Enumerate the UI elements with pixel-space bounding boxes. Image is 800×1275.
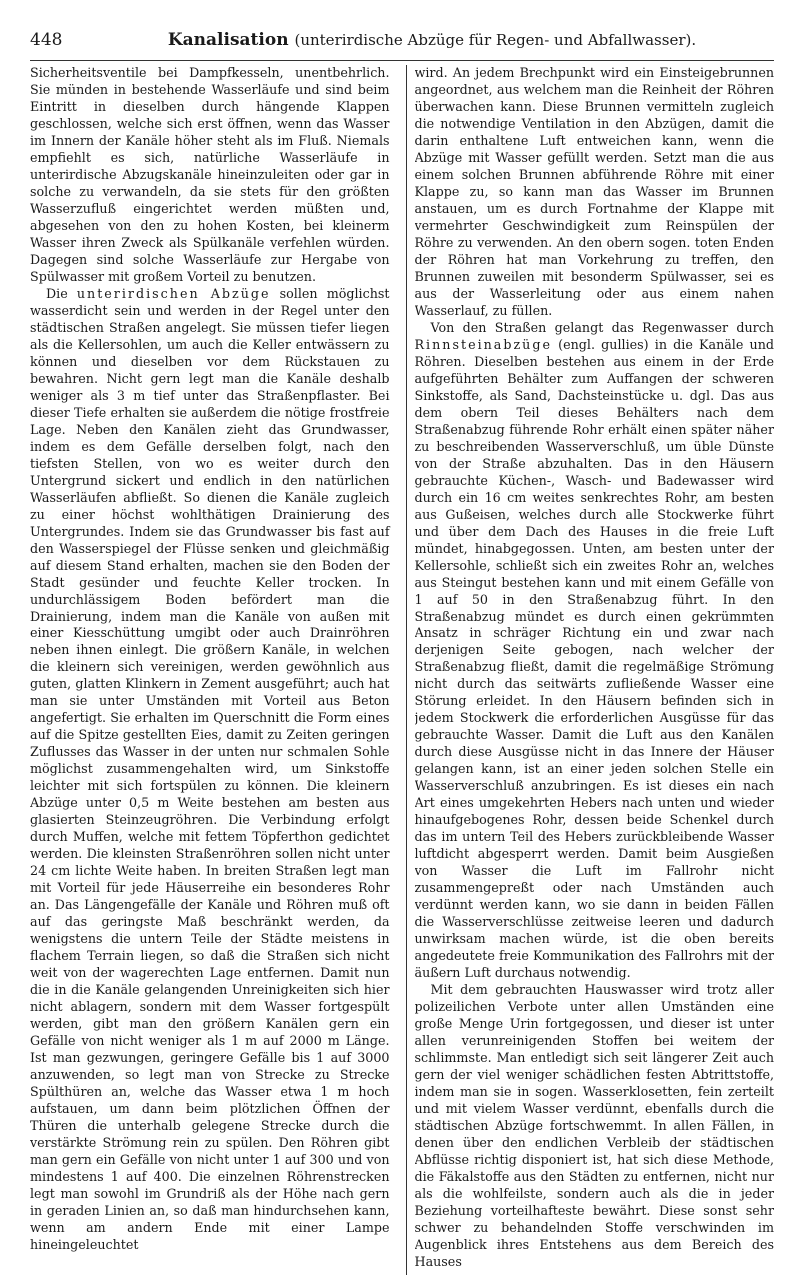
paragraph: Mit dem gebrauchten Hauswasser wird trotz aller polizeilichen Verbote unter allen Umständen eine große Menge Urin fortgegossen, und dieser ist unter allen verunreinigenden Stoffen bei weitem der schlimmste. Man entledigt sich seit längerer Zeit auch gern der viel weniger schädlichen festen Abtrittstoffe, indem man sie in sogen. Wasserklosetten, fein zerteilt und mit vielem Wasser verdünnt, ebenfalls durch die städtischen Abzüge fortschwemmt. In allen Fällen, in denen über den endlichen Verbleib der städtischen Abflüsse richtig disponiert ist, hat sich diese Methode, die Fäkalstoffe aus den Städten zu entfernen, nicht nur als die wohlfeilste, sondern auch als die in jeder Beziehung vorteilhafteste bewährt. Diese sonst sehr schwer zu behandelnden Stoffe verschwinden im Augenblick ihres Entstehens aus dem Bereich des Hauses (414, 982, 774, 1269)
left-column (30, 65, 398, 1275)
paragraph-lead: Die (46, 285, 68, 301)
paragraph (30, 286, 390, 1254)
running-head (90, 30, 774, 50)
page-header (30, 30, 774, 61)
running-subtitle: (unterirdische Abzüge für Regen- und Abfallwasser). (294, 31, 697, 49)
paragraph (415, 320, 775, 982)
spaced-term: unterirdischen Abzüge (76, 285, 271, 301)
paragraph: wird. An jedem Brechpunkt wird ein Einsteigebrunnen angeordnet, aus welchem man die Reinheit der Röhren überwachen kann. Diese Brunnen vermitteln zugleich die notwendige Ventilation in den Abzügen, damit die darin enthaltene Luft entweichen kann, wenn die Abzüge mit Wasser gefüllt werden. Setzt man die aus einem solchen Brunnen abführende Röhre mit einer Klappe zu, so kann man das Wasser im Brunnen anstauen, um es durch Fortnahme der Klappe mit vermehrter Geschwindigkeit zum Reinspülen der Röhre zu verwenden. An den obern sogen. toten Enden der Röhren hat man Vorkehrung zu treffen, den Brunnen zuweilen mit besonderm Spülwasser, sei es aus der Wasserleitung oder aus einem nahen Wasserlauf, zu füllen. (414, 65, 774, 318)
text-columns (30, 65, 774, 1275)
paragraph-text: (engl. gullies) in die Kanäle und Röhren. Dieselben bestehen aus einem in der Erde aufgeführten Behälter zum Auffangen der schweren Sinkstoffe, als Sand, Dachsteinstücke u. dgl. Das aus dem obern Teil dieses Behälters nach dem Straßenabzug führende Rohr erhält einen später näher zu beschreibenden Wasserverschluß, um üble Dünste von der Straße abzuhalten. Das in den Häusern gebrauchte Küchen-, Wasch- und Badewasser wird durch ein 16 cm weites senkrechtes Rohr, am besten aus Gußeisen, welches durch alle Stockwerke führt und über dem Dach des Hauses in die freie Luft mündet, hinabgegossen. Unten, am besten unter der Kellersohle, schließt sich ein zweites Rohr an, welches aus Steingut bestehen kann und mit einem Gefälle von 1 auf 50 in den Straßenabzug führt. In den Straßenabzug mündet es durch einen gekrümmten Ansatz in schräger Richtung ein und zwar nach derjenigen Seite gebogen, nach welcher der Straßenabzug fließt, damit die regelmäßige Strömung nicht durch das seitwärts zufließende Wasser eine Störung erleidet. In den Häusern befinden sich in jedem Stockwerk die erforderlichen Ausgüsse für das gebrauchte Wasser. Damit die Luft aus den Kanälen durch diese Ausgüsse nicht in das Innere der Häuser gelangen kann, ist an einer jeden solchen Stelle ein Wasserverschluß anzubringen. Es ist dieses ein nach Art eines umgekehrten Hebers nach unten und wieder hinaufgebogenes Rohr, dessen beide Schenkel durch das im untern Teil des Hebers zurückbleibende Wasser luftdicht abgesperrt werden. Damit beim Ausgießen von Wasser die Luft im Fallrohr nicht zusammengepreßt oder nach Umständen auch verdünnt werden kann, wo sie dann in beiden Fällen die Wasserverschlüsse zeitweise leeren und dadurch unwirksam machen würde, ist die oben bereits angedeutete freie Kommunikation des Fallrohrs mit der äußern Luft durchaus notwendig. (414, 336, 774, 981)
paragraph-lead: Von den Straßen gelangt das Regenwasser durch (430, 319, 774, 335)
right-column (415, 65, 775, 1275)
paragraph: Sicherheitsventile bei Dampfkesseln, unentbehrlich. Sie münden in bestehende Wasserläufe und sind beim Eintritt in dieselben durch hängende Klappen geschlossen, welche sich erst öffnen, wenn das Wasser im Innern der Kanäle höher steht als im Fluß. Niemals empfiehlt es sich, natürliche Wasserläufe in unterirdische Abzugskanäle hineinzuleiten oder gar in solche zu verwandeln, da sie stets für den größten Wasserzufluß eingerichtet werden müßten und, abgesehen von den zu hohen Kosten, bei kleinerm Wasser ihren Zweck als Spülkanäle verfehlen würden. Dagegen sind solche Wasserläufe zur Hergabe von Spülwasser mit großem Vorteil zu benutzen. (30, 65, 390, 284)
running-title: Kanalisation (167, 30, 289, 50)
spaced-term: Rinnsteinabzüge (414, 336, 552, 352)
page-number: 448 (30, 30, 63, 50)
paragraph-text: sollen möglichst wasserdicht sein und werden in der Regel unter den städtischen Straßen angelegt. Sie müssen tiefer liegen als die Kellersohlen, um auch die Keller entwässern zu können und dieselben vor dem Rückstauen zu bewahren. Nicht gern legt man die Kanäle deshalb weniger als 3 m tief unter das Straßenpflaster. Bei dieser Tiefe erhalten sie außerdem die nötige frostfreie Lage. Neben den Kanälen zieht das Grundwasser, indem es dem Gefälle derselben folgt, nach den tiefsten Stellen, von wo es weiter durch den Untergrund sickert und endlich in den natürlichen Wasserläufen abfließt. So dienen die Kanäle zugleich zu einer höchst wohlthätigen Drainierung des Untergrundes. Indem sie das Grundwasser bis fast auf den Wasserspiegel der Flüsse senken und gleichmäßig auf diesem Stand erhalten, machen sie den Boden der Stadt gesünder und feuchte Keller trocken. In undurchlässigem Boden befördert man die Drainierung, indem man die Kanäle von außen mit einer Kiesschüttung umgibt oder auch Drainröhren neben ihnen einlegt. Die größern Kanäle, in welchen die kleinern sich vereinigen, werden gewöhnlich aus guten, glatten Klinkern in Zement ausgeführt; auch hat man sie unter Umständen mit Vorteil aus Beton angefertigt. Sie erhalten im Querschnitt die Form eines auf die Spitze gestellten Eies, damit zu Zeiten geringen Zuflusses das Wasser in der unten nur schmalen Sohle möglichst zusammengehalten wird, um Sinkstoffe leichter mit sich fortspülen zu können. Die kleinern Abzüge unter 0,5 m Weite bestehen am besten aus glasierten Steinzeugröhren. Die Verbindung erfolgt durch Muffen, welche mit fettem Töpferthon gedichtet werden. Die kleinsten Straßenröhren sollen nicht unter 24 cm lichte Weite haben. In breiten Straßen legt man mit Vorteil für jede Häuserreihe ein besonderes Rohr an. Das Längengefälle der Kanäle und Röhren muß oft auf das geringste Maß beschränkt werden, da wenigstens die untern Teile der Städte meistens in flachem Terrain liegen, so daß die Straßen sich nicht weit von der wagerechten Lage entfernen. Damit nun die in die Kanäle gelangenden Unreinigkeiten sich hier nicht ablagern, sondern mit dem Wasser fortgespült werden, gibt man den größern Kanälen gern ein Gefälle von nicht weniger als 1 m auf 2000 m Länge. Ist man gezwungen, geringere Gefälle bis 1 auf 3000 anzuwenden, so legt man von Strecke zu Strecke Spülthüren an, welche das Wasser etwa 1 m hoch aufstauen, um dann beim plötzlichen Öffnen der Thüren die unterhalb gelegene Strecke durch die verstärkte Strömung rein zu spülen. Den Röhren gibt man gern ein Gefälle von nicht unter 1 auf 300 und von mindestens 1 auf 400. Die einzelnen Röhrenstrecken legt man sowohl im Grundriß als der Höhe nach gern in geraden Linien an, so daß man hindurchsehen kann, wenn am andern Ende mit einer Lampe hineingeleuchtet (30, 285, 390, 1252)
column-divider (406, 65, 407, 1275)
